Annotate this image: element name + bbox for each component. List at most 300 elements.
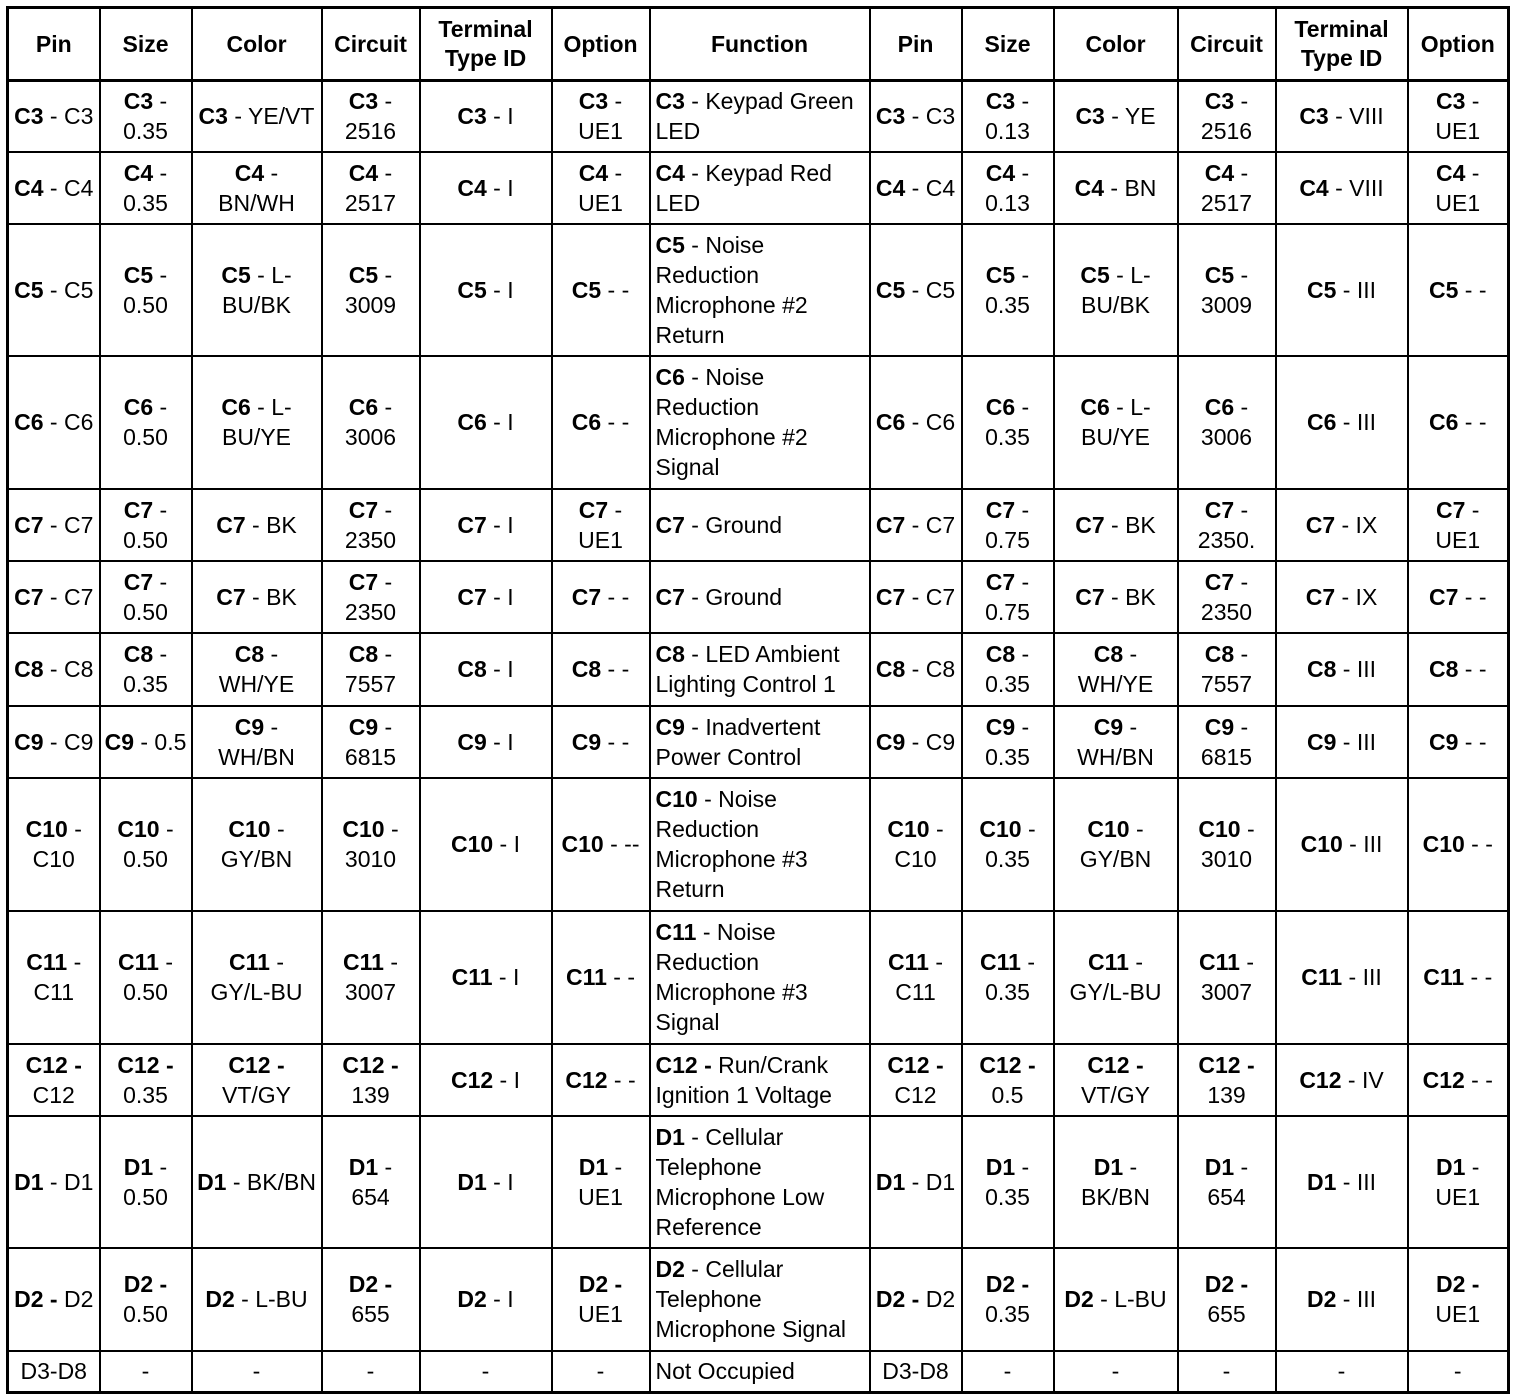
cell-terminal-type-id bbox=[420, 911, 552, 1044]
cell-value: - 2517 bbox=[344, 159, 397, 216]
cell-option bbox=[552, 778, 650, 911]
cell-ref: C4 bbox=[123, 159, 154, 186]
cell-terminal-type-id-alt bbox=[1276, 911, 1408, 1044]
cell-color bbox=[192, 1248, 322, 1351]
cell-value: - IV bbox=[1341, 1066, 1384, 1093]
cell-ref: C7 bbox=[216, 511, 246, 538]
cell-ref: C4 bbox=[14, 174, 44, 201]
cell-value: - C6 bbox=[905, 409, 956, 435]
cell-value: - III bbox=[1336, 276, 1377, 303]
cell-option-alt bbox=[1408, 778, 1509, 911]
cell-value: - I bbox=[493, 1066, 521, 1093]
cell-circuit-alt bbox=[1178, 1044, 1276, 1116]
cell-value: - 0.50 bbox=[123, 1153, 168, 1210]
cell-ref: C12 bbox=[565, 1066, 608, 1093]
cell-ref: C7 bbox=[348, 568, 379, 595]
cell-value: - - bbox=[1458, 656, 1487, 682]
cell-value: - Cellular Telephone Microphone Signal bbox=[655, 1256, 847, 1342]
cell-ref: C10 bbox=[1198, 816, 1241, 842]
cell-value: - C6 bbox=[43, 409, 94, 435]
cell-option bbox=[552, 1351, 650, 1393]
cell-ref: D1 bbox=[14, 1168, 44, 1195]
cell-value: - III bbox=[1336, 1168, 1377, 1195]
header-terminal-type-id: Terminal Type ID bbox=[420, 8, 552, 81]
cell-ref: C12 - bbox=[1198, 1051, 1255, 1078]
cell-option-alt bbox=[1408, 356, 1509, 489]
cell-ref: C9 bbox=[348, 713, 379, 740]
cell-color-alt bbox=[1054, 778, 1178, 911]
cell-color bbox=[192, 911, 322, 1044]
cell-value: - BN/WH bbox=[218, 159, 295, 216]
cell-ref: C4 bbox=[875, 174, 906, 201]
cell-value: - - bbox=[601, 728, 630, 755]
cell-size-alt bbox=[962, 706, 1054, 778]
cell-ref: C10 bbox=[117, 816, 160, 842]
cell-function bbox=[650, 778, 870, 911]
cell-value: - YE bbox=[1104, 103, 1156, 130]
cell-value: - Noise Reduction Microphone #3 Return bbox=[655, 786, 808, 902]
cell-value: - UE1 bbox=[578, 496, 623, 553]
cell-ref: C11 bbox=[1088, 949, 1129, 975]
cell-value: - 3007 bbox=[344, 949, 398, 1005]
cell-function bbox=[650, 911, 870, 1044]
cell-ref: C5 bbox=[1080, 261, 1110, 288]
cell-ref: C4 bbox=[457, 174, 487, 201]
cell-circuit-alt bbox=[1178, 561, 1276, 633]
cell-value: - - bbox=[1458, 728, 1487, 755]
cell-ref: C6 bbox=[348, 394, 379, 420]
cell-value: - 0.13 bbox=[985, 88, 1030, 145]
cell-ref: D1 bbox=[457, 1168, 487, 1195]
cell-ref: C12 - bbox=[25, 1051, 82, 1078]
cell-ref: C11 bbox=[565, 964, 607, 990]
cell-terminal-type-id bbox=[420, 633, 552, 706]
cell-ref: C7 bbox=[985, 568, 1016, 595]
cell-value: - 2516 bbox=[1200, 88, 1253, 145]
cell-circuit bbox=[322, 152, 420, 224]
cell-ref: C7 bbox=[655, 511, 685, 538]
cell-terminal-type-id-alt bbox=[1276, 152, 1408, 224]
cell-ref: C3 bbox=[1436, 88, 1466, 115]
cell-value: - 0.75 bbox=[985, 568, 1030, 625]
cell-value: - 6815 bbox=[344, 713, 397, 770]
cell-option-alt bbox=[1408, 633, 1509, 706]
cell-value: VT/GY bbox=[221, 1081, 291, 1108]
cell-value: - I bbox=[486, 511, 514, 538]
cell-value: - 0.35 bbox=[985, 1153, 1030, 1210]
header-size-alt: Size bbox=[962, 8, 1054, 81]
cell-value: - 0.50 bbox=[123, 394, 168, 450]
cell-terminal-type-id-alt bbox=[1276, 1351, 1408, 1393]
table-row bbox=[8, 1351, 1509, 1393]
cell-value: - Keypad Red LED bbox=[655, 159, 832, 216]
cell-ref: C3 bbox=[457, 103, 487, 130]
cell-ref: C8 bbox=[1306, 656, 1337, 682]
cell-value: - 3010 bbox=[1200, 816, 1255, 872]
cell-ref: C10 bbox=[342, 816, 385, 842]
cell-pin bbox=[8, 489, 100, 561]
cell-option-alt bbox=[1408, 81, 1509, 152]
cell-ref: C7 bbox=[1436, 496, 1466, 523]
cell-option-alt bbox=[1408, 152, 1509, 224]
cell-ref: C8 bbox=[1204, 641, 1235, 667]
cell-ref: C7 bbox=[1305, 583, 1336, 610]
cell-circuit bbox=[322, 706, 420, 778]
cell-value: - IX bbox=[1335, 583, 1378, 610]
header-circuit-alt: Circuit bbox=[1178, 8, 1276, 81]
cell-terminal-type-id-alt bbox=[1276, 633, 1408, 706]
cell-terminal-type-id-alt bbox=[1276, 356, 1408, 489]
cell-ref: C7 bbox=[1305, 511, 1336, 538]
cell-ref: C12 - bbox=[1087, 1051, 1144, 1078]
cell-color bbox=[192, 81, 322, 152]
cell-value: - bbox=[1453, 1358, 1462, 1385]
cell-value: - GY/L-BU bbox=[210, 949, 303, 1005]
cell-size bbox=[100, 224, 192, 356]
cell-value: - L-BU/BK bbox=[1080, 261, 1151, 318]
cell-pin bbox=[8, 356, 100, 489]
cell-pin-alt bbox=[870, 81, 962, 152]
cell-circuit bbox=[322, 778, 420, 911]
cell-size-alt bbox=[962, 489, 1054, 561]
header-option: Option bbox=[552, 8, 650, 81]
cell-value: - WH/YE bbox=[218, 641, 295, 697]
cell-pin-alt bbox=[870, 561, 962, 633]
cell-value: - C7 bbox=[43, 583, 94, 610]
cell-value: - 0.50 bbox=[123, 568, 168, 625]
cell-ref: C9 bbox=[457, 728, 487, 755]
cell-ref: C5 bbox=[457, 276, 487, 303]
cell-value: - C10 bbox=[894, 816, 944, 872]
cell-value: - D1 bbox=[905, 1168, 956, 1195]
cell-color-alt bbox=[1054, 81, 1178, 152]
cell-circuit-alt bbox=[1178, 489, 1276, 561]
cell-terminal-type-id-alt bbox=[1276, 1116, 1408, 1248]
cell-value: - I bbox=[486, 728, 514, 755]
cell-value: D2 bbox=[919, 1286, 956, 1312]
cell-ref: C7 bbox=[655, 583, 685, 610]
cell-ref: D2 bbox=[1306, 1286, 1337, 1312]
cell-circuit-alt bbox=[1178, 356, 1276, 489]
cell-value: - I bbox=[486, 1286, 514, 1312]
cell-ref: C8 bbox=[571, 656, 602, 682]
cell-ref: C8 bbox=[348, 641, 379, 667]
cell-ref: C11 bbox=[1301, 964, 1343, 990]
cell-value: - III bbox=[1342, 964, 1382, 990]
cell-ref: C8 bbox=[123, 641, 154, 667]
cell-ref: C8 bbox=[14, 656, 44, 682]
cell-ref: C10 bbox=[561, 831, 604, 857]
cell-terminal-type-id bbox=[420, 489, 552, 561]
cell-pin-alt bbox=[870, 152, 962, 224]
cell-ref: C5 bbox=[221, 261, 251, 288]
cell-circuit bbox=[322, 1351, 420, 1393]
cell-value: - bbox=[252, 1358, 261, 1385]
cell-ref: C6 bbox=[1306, 409, 1337, 435]
cell-value: - C11 bbox=[33, 949, 82, 1005]
cell-ref: D2 - bbox=[1436, 1271, 1480, 1297]
cell-value: - - bbox=[1458, 409, 1487, 435]
cell-option bbox=[552, 633, 650, 706]
cell-circuit bbox=[322, 356, 420, 489]
cell-value: - UE1 bbox=[1435, 496, 1481, 553]
cell-pin bbox=[8, 633, 100, 706]
cell-ref: C7 bbox=[123, 496, 154, 523]
cell-ref: D1 bbox=[1204, 1153, 1235, 1180]
cell-ref: C11 bbox=[655, 919, 697, 945]
cell-value: - Inadvertent Power Control bbox=[655, 713, 821, 770]
cell-ref: C3 bbox=[123, 88, 154, 115]
cell-ref: C12 - bbox=[228, 1051, 285, 1078]
cell-terminal-type-id bbox=[420, 561, 552, 633]
cell-ref: C9 bbox=[234, 713, 265, 740]
cell-color bbox=[192, 706, 322, 778]
table-row bbox=[8, 633, 1509, 706]
cell-size bbox=[100, 152, 192, 224]
cell-ref: C12 bbox=[1299, 1066, 1342, 1093]
cell-ref: C7 bbox=[1075, 583, 1105, 610]
cell-ref: C8 bbox=[875, 656, 906, 682]
cell-ref: C4 bbox=[234, 159, 265, 186]
cell-ref: C7 bbox=[1075, 511, 1105, 538]
cell-size bbox=[100, 778, 192, 911]
cell-value: - - bbox=[1458, 276, 1487, 303]
cell-ref: C7 bbox=[1204, 496, 1235, 523]
cell-size bbox=[100, 561, 192, 633]
cell-function bbox=[650, 489, 870, 561]
cell-circuit-alt bbox=[1178, 1248, 1276, 1351]
cell-ref: D1 bbox=[1436, 1153, 1466, 1180]
cell-ref: C6 bbox=[1204, 394, 1235, 420]
cell-ref: C6 bbox=[1080, 394, 1110, 420]
header-row bbox=[8, 8, 1509, 81]
cell-value: - 2350. bbox=[1197, 496, 1256, 553]
cell-value: - 0.50 bbox=[123, 496, 168, 553]
cell-value: C12 bbox=[32, 1081, 75, 1108]
cell-value: - L-BU bbox=[1093, 1286, 1167, 1312]
cell-circuit bbox=[322, 633, 420, 706]
cell-value: - 0.35 bbox=[985, 261, 1030, 318]
cell-ref: C5 bbox=[655, 231, 685, 258]
cell-value: - VIII bbox=[1328, 103, 1384, 130]
cell-ref: C7 bbox=[457, 583, 487, 610]
cell-value: - III bbox=[1336, 1286, 1377, 1312]
cell-size bbox=[100, 911, 192, 1044]
cell-circuit bbox=[322, 1248, 420, 1351]
cell-terminal-type-id-alt bbox=[1276, 1248, 1408, 1351]
cell-value: - 0.75 bbox=[985, 496, 1030, 553]
cell-color-alt bbox=[1054, 1044, 1178, 1116]
cell-ref: C7 bbox=[578, 496, 609, 523]
cell-ref: D1 bbox=[655, 1123, 685, 1150]
cell-value: - bbox=[1111, 1358, 1120, 1385]
cell-ref: C3 bbox=[198, 103, 228, 130]
cell-ref: C5 bbox=[1204, 261, 1235, 288]
cell-color-alt bbox=[1054, 633, 1178, 706]
cell-ref: C6 bbox=[14, 409, 44, 435]
cell-value: - L-BU bbox=[234, 1286, 308, 1312]
cell-value: - C5 bbox=[905, 276, 956, 303]
cell-circuit bbox=[322, 81, 420, 152]
cell-value: - - bbox=[1458, 583, 1487, 610]
cell-option-alt bbox=[1408, 489, 1509, 561]
cell-value: 139 bbox=[1207, 1081, 1246, 1108]
cell-ref: D2 - bbox=[985, 1271, 1030, 1297]
cell-function bbox=[650, 1248, 870, 1351]
cell-ref: C8 bbox=[1093, 641, 1124, 667]
cell-ref: C9 bbox=[1428, 728, 1459, 755]
cell-ref: C11 bbox=[118, 949, 159, 975]
cell-circuit bbox=[322, 489, 420, 561]
cell-option bbox=[552, 224, 650, 356]
cell-pin-alt bbox=[870, 356, 962, 489]
cell-value: - UE1 bbox=[1435, 88, 1481, 145]
table-row bbox=[8, 81, 1509, 152]
cell-ref: D2 - bbox=[578, 1271, 623, 1297]
cell-value: - 654 bbox=[1207, 1153, 1249, 1210]
cell-value: - C8 bbox=[43, 656, 94, 682]
cell-ref: C9 bbox=[1204, 713, 1235, 740]
cell-ref: C7 bbox=[571, 583, 602, 610]
cell-ref: C10 bbox=[1300, 831, 1343, 857]
table-row bbox=[8, 152, 1509, 224]
cell-ref: C6 bbox=[221, 394, 251, 420]
cell-ref: D1 bbox=[985, 1153, 1016, 1180]
cell-circuit-alt bbox=[1178, 1351, 1276, 1393]
cell-value: - 0.35 bbox=[985, 394, 1030, 450]
cell-value: - I bbox=[486, 103, 514, 130]
cell-value: - bbox=[1337, 1358, 1346, 1385]
cell-value: - bbox=[481, 1358, 490, 1385]
cell-value: - L-BU/YE bbox=[1080, 394, 1151, 450]
cell-option-alt bbox=[1408, 1248, 1509, 1351]
cell-ref: D2 - bbox=[348, 1271, 393, 1297]
cell-option bbox=[552, 911, 650, 1044]
cell-ref: C10 bbox=[1087, 816, 1130, 842]
header-circuit: Circuit bbox=[322, 8, 420, 81]
cell-terminal-type-id-alt bbox=[1276, 224, 1408, 356]
cell-pin-alt bbox=[870, 1351, 962, 1393]
cell-ref: C6 bbox=[875, 409, 906, 435]
cell-ref: C6 bbox=[457, 409, 487, 435]
cell-value: D3-D8 bbox=[20, 1358, 87, 1385]
cell-ref: C9 bbox=[104, 728, 134, 755]
cell-pin-alt bbox=[870, 778, 962, 911]
cell-ref: C8 bbox=[234, 641, 265, 667]
cell-color-alt bbox=[1054, 356, 1178, 489]
cell-ref: C8 bbox=[1428, 656, 1459, 682]
cell-terminal-type-id bbox=[420, 1351, 552, 1393]
cell-pin bbox=[8, 911, 100, 1044]
cell-ref: C10 bbox=[450, 831, 494, 857]
cell-value: - 3007 bbox=[1200, 949, 1254, 1005]
cell-size-alt bbox=[962, 1351, 1054, 1393]
cell-color bbox=[192, 778, 322, 911]
cell-value: 655 bbox=[1207, 1301, 1246, 1327]
cell-color-alt bbox=[1054, 1351, 1178, 1393]
cell-value: D3-D8 bbox=[882, 1358, 949, 1385]
cell-pin bbox=[8, 152, 100, 224]
cell-color-alt bbox=[1054, 706, 1178, 778]
cell-ref: D1 bbox=[123, 1153, 154, 1180]
cell-pin-alt bbox=[870, 224, 962, 356]
cell-value: - 3006 bbox=[344, 394, 397, 450]
cell-value: - C9 bbox=[43, 728, 94, 755]
cell-value: - 0.50 bbox=[123, 816, 174, 872]
cell-function bbox=[650, 356, 870, 489]
cell-function bbox=[650, 633, 870, 706]
cell-ref: C6 bbox=[655, 364, 685, 390]
cell-color bbox=[192, 561, 322, 633]
cell-circuit bbox=[322, 1044, 420, 1116]
cell-terminal-type-id-alt bbox=[1276, 561, 1408, 633]
cell-ref: C12 - bbox=[117, 1051, 174, 1078]
cell-value: - BK/BN bbox=[226, 1168, 316, 1195]
cell-ref: C3 bbox=[1204, 88, 1235, 115]
cell-ref: C6 bbox=[985, 394, 1016, 420]
cell-value: - 2517 bbox=[1200, 159, 1253, 216]
cell-value: - bbox=[1222, 1358, 1231, 1385]
header-pin: Pin bbox=[8, 8, 100, 81]
cell-value: - C4 bbox=[43, 174, 94, 201]
cell-ref: C3 bbox=[1299, 103, 1329, 130]
cell-color-alt bbox=[1054, 1248, 1178, 1351]
cell-value: - C5 bbox=[43, 276, 94, 303]
cell-ref: C5 bbox=[571, 276, 602, 303]
cell-circuit-alt bbox=[1178, 1116, 1276, 1248]
cell-option bbox=[552, 152, 650, 224]
table-row bbox=[8, 356, 1509, 489]
cell-terminal-type-id bbox=[420, 1044, 552, 1116]
cell-value: - 0.50 bbox=[123, 949, 173, 1005]
cell-ref: C3 bbox=[578, 88, 609, 115]
cell-ref: C5 bbox=[123, 261, 154, 288]
cell-value: - 0.35 bbox=[985, 641, 1030, 697]
cell-value: - 0.35 bbox=[123, 159, 168, 216]
cell-value: - - bbox=[601, 276, 630, 303]
cell-ref: C7 bbox=[123, 568, 154, 595]
cell-color-alt bbox=[1054, 489, 1178, 561]
cell-option bbox=[552, 706, 650, 778]
cell-function bbox=[650, 81, 870, 152]
cell-option-alt bbox=[1408, 224, 1509, 356]
cell-ref: C7 bbox=[14, 511, 44, 538]
cell-pin-alt bbox=[870, 1248, 962, 1351]
cell-pin-alt bbox=[870, 1116, 962, 1248]
cell-value: 0.5 bbox=[991, 1081, 1024, 1108]
cell-function bbox=[650, 706, 870, 778]
cell-option bbox=[552, 356, 650, 489]
cell-ref: D2 - bbox=[1204, 1271, 1249, 1297]
cell-ref: C4 bbox=[985, 159, 1016, 186]
cell-value: - UE1 bbox=[1435, 159, 1481, 216]
header-size: Size bbox=[100, 8, 192, 81]
cell-value: Run/Crank Ignition 1 Voltage bbox=[655, 1051, 832, 1108]
cell-value: - 2350 bbox=[344, 568, 397, 625]
cell-size-alt bbox=[962, 778, 1054, 911]
cell-option-alt bbox=[1408, 911, 1509, 1044]
cell-ref: D2 bbox=[205, 1286, 235, 1312]
cell-option-alt bbox=[1408, 706, 1509, 778]
cell-value: - 2350 bbox=[344, 496, 397, 553]
cell-value: UE1 bbox=[1435, 1301, 1481, 1327]
cell-ref: C5 bbox=[875, 276, 906, 303]
cell-ref: D2 - bbox=[123, 1271, 168, 1297]
cell-value: - -- bbox=[603, 831, 640, 857]
cell-color-alt bbox=[1054, 224, 1178, 356]
cell-value: - I bbox=[486, 656, 514, 682]
cell-circuit-alt bbox=[1178, 778, 1276, 911]
